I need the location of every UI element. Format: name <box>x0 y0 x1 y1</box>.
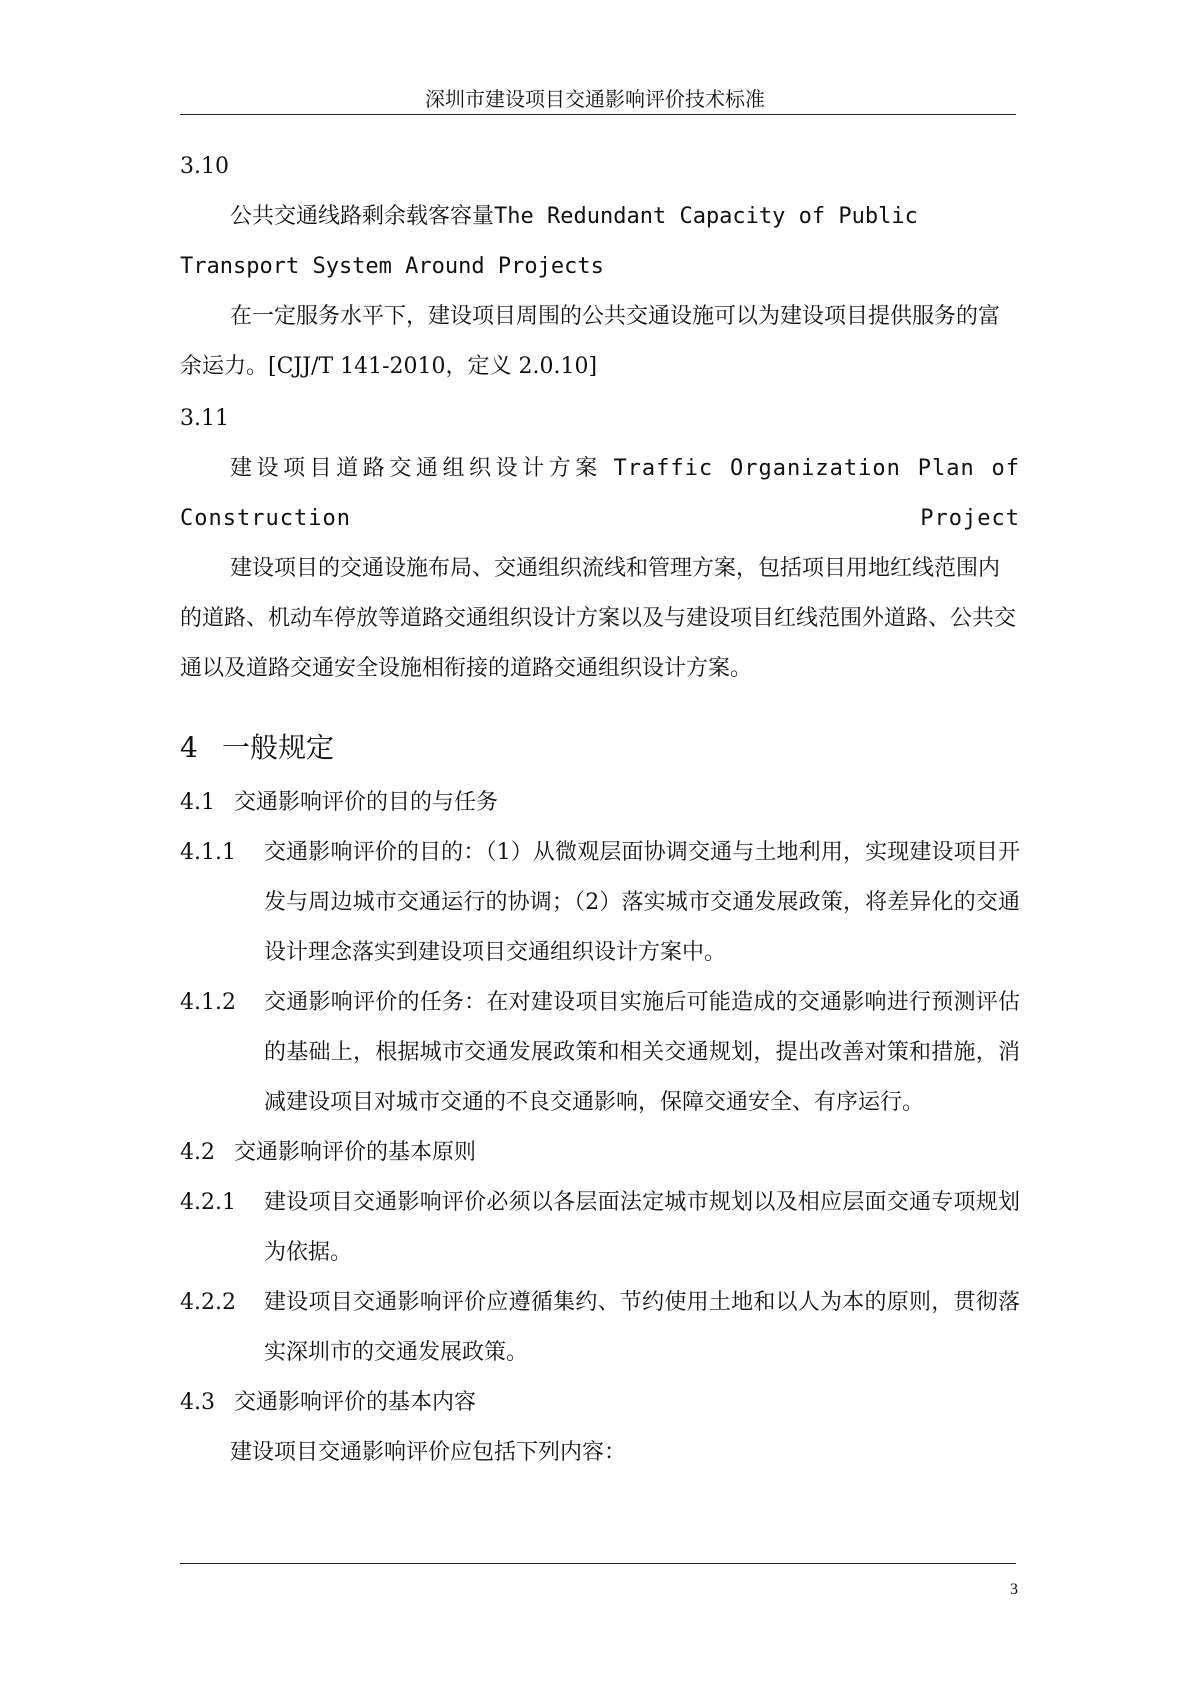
clause <box>180 1178 1020 1278</box>
term-title-en: Traffic Organization Plan of Construction Project <box>180 456 1020 531</box>
clause-text: 交通影响评价的目的：（1）从微观层面协调交通与土地利用，实现建设项目开发与周边城市交通运行的协调；（2）落实城市交通发展政策，将差异化的交通设计理念落实到建设项目交通组织设计方案中。 <box>264 840 1020 965</box>
chapter-number: 4 <box>180 731 198 764</box>
section-number: 4.1 <box>180 790 215 815</box>
section-number: 4.3 <box>180 1390 215 1415</box>
running-header: 深圳市建设项目交通影响评价技术标准 <box>425 87 765 111</box>
section-title: 交通影响评价的基本原则 <box>234 1140 477 1165</box>
clause-number: 4.2.1 <box>180 1190 236 1215</box>
page-number: 3 <box>1010 1581 1018 1598</box>
section-title: 交通影响评价的基本内容 <box>234 1390 477 1415</box>
section-number: 4.2 <box>180 1140 215 1165</box>
header-rule <box>180 114 1016 115</box>
clause-number: 4.1.2 <box>180 990 236 1015</box>
term-title-cn: 建设项目道路交通组织设计方案 <box>230 456 602 481</box>
section-intro: 建设项目交通影响评价应包括下列内容： <box>230 1440 627 1465</box>
chapter-heading <box>180 720 1020 776</box>
clause-text: 建设项目交通影响评价应遵循集约、节约使用土地和以人为本的原则，贯彻落实深圳市的交通发展政策。 <box>264 1290 1020 1365</box>
clause-text: 建设项目交通影响评价必须以各层面法定城市规划以及相应层面交通专项规划为依据。 <box>264 1190 1020 1265</box>
chapter-title: 一般规定 <box>222 731 335 764</box>
clause-number: 4.1.1 <box>180 840 236 865</box>
term-definition: 建设项目的交通设施布局、交通组织流线和管理方案，包括项目用地红线范围内的道路、机动车停放等道路交通组织设计方案以及与建设项目红线范围外道路、公共交通以及道路交通安全设施相衔接的道路交通组织设计方案。 <box>180 556 1017 681</box>
term-number: 3.10 <box>180 154 229 179</box>
section-title: 交通影响评价的目的与任务 <box>234 790 499 815</box>
section-heading <box>180 1378 1020 1428</box>
clause-number: 4.2.2 <box>180 1290 236 1315</box>
section-heading <box>180 778 1020 828</box>
clause-text: 交通影响评价的任务：在对建设项目实施后可能造成的交通影响进行预测评估的基础上，根据城市交通发展政策和相关交通规划，提出改善对策和措施，消减建设项目对城市交通的不良交通影响，保障交通安全、有序运行。 <box>264 990 1020 1115</box>
term-number: 3.11 <box>180 406 229 431</box>
term-definition: 在一定服务水平下，建设项目周围的公共交通设施可以为建设项目提供服务的富余运力。[CJJ/T 141-2010，定义 2.0.10] <box>180 304 1001 379</box>
clause <box>180 978 1020 1128</box>
term-title <box>180 192 1020 292</box>
clause <box>180 828 1020 978</box>
term-title-cn: 公共交通线路剩余载客容量 <box>230 204 495 229</box>
term-title-en: The Redundant Capacity of Public Transport System Around Projects <box>180 204 918 279</box>
footer-rule <box>180 1563 1016 1564</box>
clause <box>180 1278 1020 1378</box>
page-body <box>180 140 1020 1478</box>
term-title <box>180 444 1020 544</box>
section-heading <box>180 1128 1020 1178</box>
